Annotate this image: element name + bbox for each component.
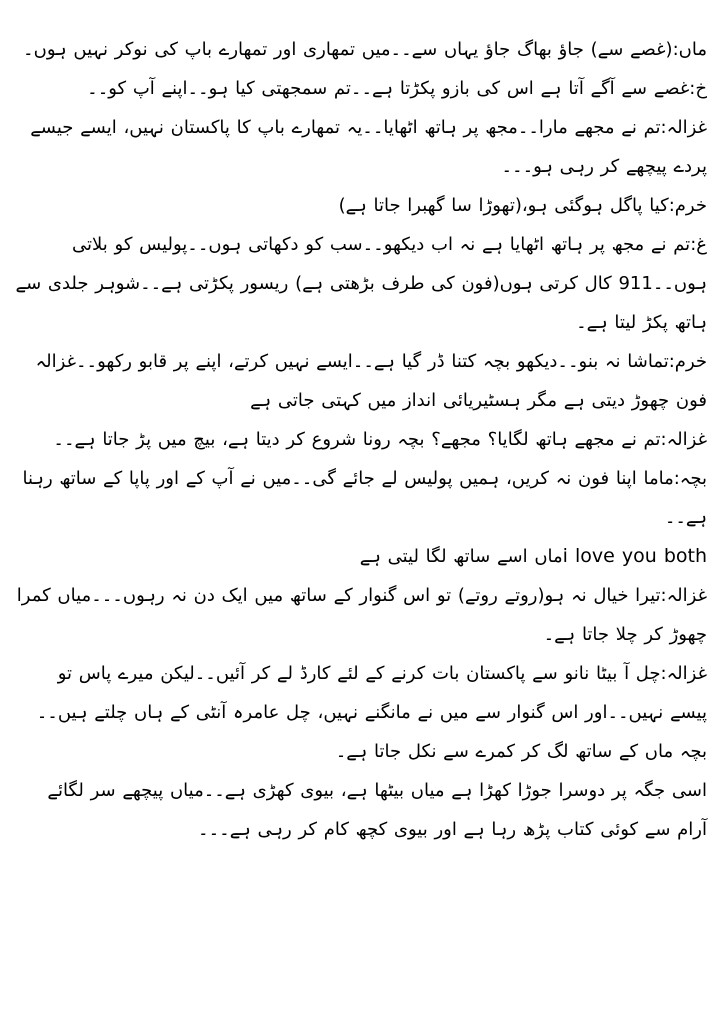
paragraph-mother-angry: ماں:(غصے سے) جاؤ بھاگ جاؤ یہاں سے۔۔میں تمھاری اور تمھارے باپ کی نوکر نہیں ہوں۔	[23, 39, 707, 60]
paragraph-ghazala-you-touched-me: غزالہ:تم نے مجھے ہاتھ لگایا؟ مجھے؟ بچہ رونا شروع کر دیتا ہے، بیچ میں پڑ جاتا ہے۔۔	[53, 429, 707, 450]
paragraph-child-pleads: بچہ:ماما اپنا فون نہ کریں، ہمیں پولیس لے جائے گی۔۔میں نے آپ کے اور پاپا کے ساتھ رہنا ہے۔۔	[22, 468, 707, 528]
paragraph-khurram-gone-mad: خرم:کیا پاگل ہوگئی ہو،(تھوڑا سا گھبرا جاتا ہے)	[338, 195, 707, 216]
paragraph-second-couple: اسی جگہ پر دوسرا جوڑا کھڑا ہے میاں بیٹھا ہے، بیوی کھڑی ہے۔۔میاں پیچھے سر لگائے آرام سے کوئی کتاب پڑھ رہا ہے اور بیوی کچھ کام کر رہی ہے۔۔۔	[47, 780, 707, 840]
paragraph-mother-hugs: ماں اسے ساتھ لگا لیتی ہے	[359, 546, 563, 567]
paragraph-ghazala-crying: غزالہ:تیرا خیال نہ ہو(روتے روتے) تو اس گنوار کے ساتھ میں ایک دن نہ رہوں۔۔۔میاں کمرا چھوڑ کر چلا جاتا ہے۔	[16, 585, 707, 645]
paragraph-child-leaves: بچہ ماں کے ساتھ لگ کر کمرے سے نکل جاتا ہے۔	[335, 741, 707, 762]
paragraph-ghazala-call-police: غ:تم نے مجھ پر ہاتھ اٹھایا ہے نہ اب دیکھو۔۔سب کو دکھاتی ہوں۔۔پولیس کو بلاتی ہوں۔۔911 کال کرتی ہوں(فون کی طرف بڑھتی ہے) ریسور پکڑتی ہے۔۔شوہر جلدی سے ہاتھ پکڑ لیتا ہے۔	[15, 234, 707, 333]
paragraph-khurram-no-scene: خرم:تماشا نہ بنو۔۔دیکھو بچہ کتنا ڈر گیا ہے۔۔ایسے نہیں کرتے، اپنے پر قابو رکھو۔۔غزالہ فون چھوڑ دیتی ہے مگر ہسٹیریائی انداز میں کہتی جاتی ہے	[35, 351, 707, 411]
paragraph-love-you-both	[14, 537, 707, 576]
english-phrase: i love you both	[562, 545, 707, 567]
paragraph-ghazala-call-card: غزالہ:چل آ بیٹا نانو سے پاکستان بات کرنے کے لئے کارڈ لے کر آئیں۔۔لیکن میرے پاس تو پیسے نہیں۔۔اور اس گنوار سے میں نے مانگنے نہیں، چل عامرہ آنٹی کے ہاں چلتے ہیں۔۔	[36, 663, 707, 723]
paragraph-ghazala-you-hit-me: غزالہ:تم نے مجھے مارا۔۔مجھ پر ہاتھ اٹھایا۔۔یہ تمھارے باپ کا پاکستان نہیں، ایسے جیسے پردے پیچھے کر رہی ہو۔۔۔	[30, 117, 707, 177]
paragraph-kh-grabs-arm: خ:غصے سے آگے آتا ہے اس کی بازو پکڑتا ہے۔۔تم سمجھتی کیا ہو۔۔اپنے آپ کو۔۔	[87, 78, 707, 99]
